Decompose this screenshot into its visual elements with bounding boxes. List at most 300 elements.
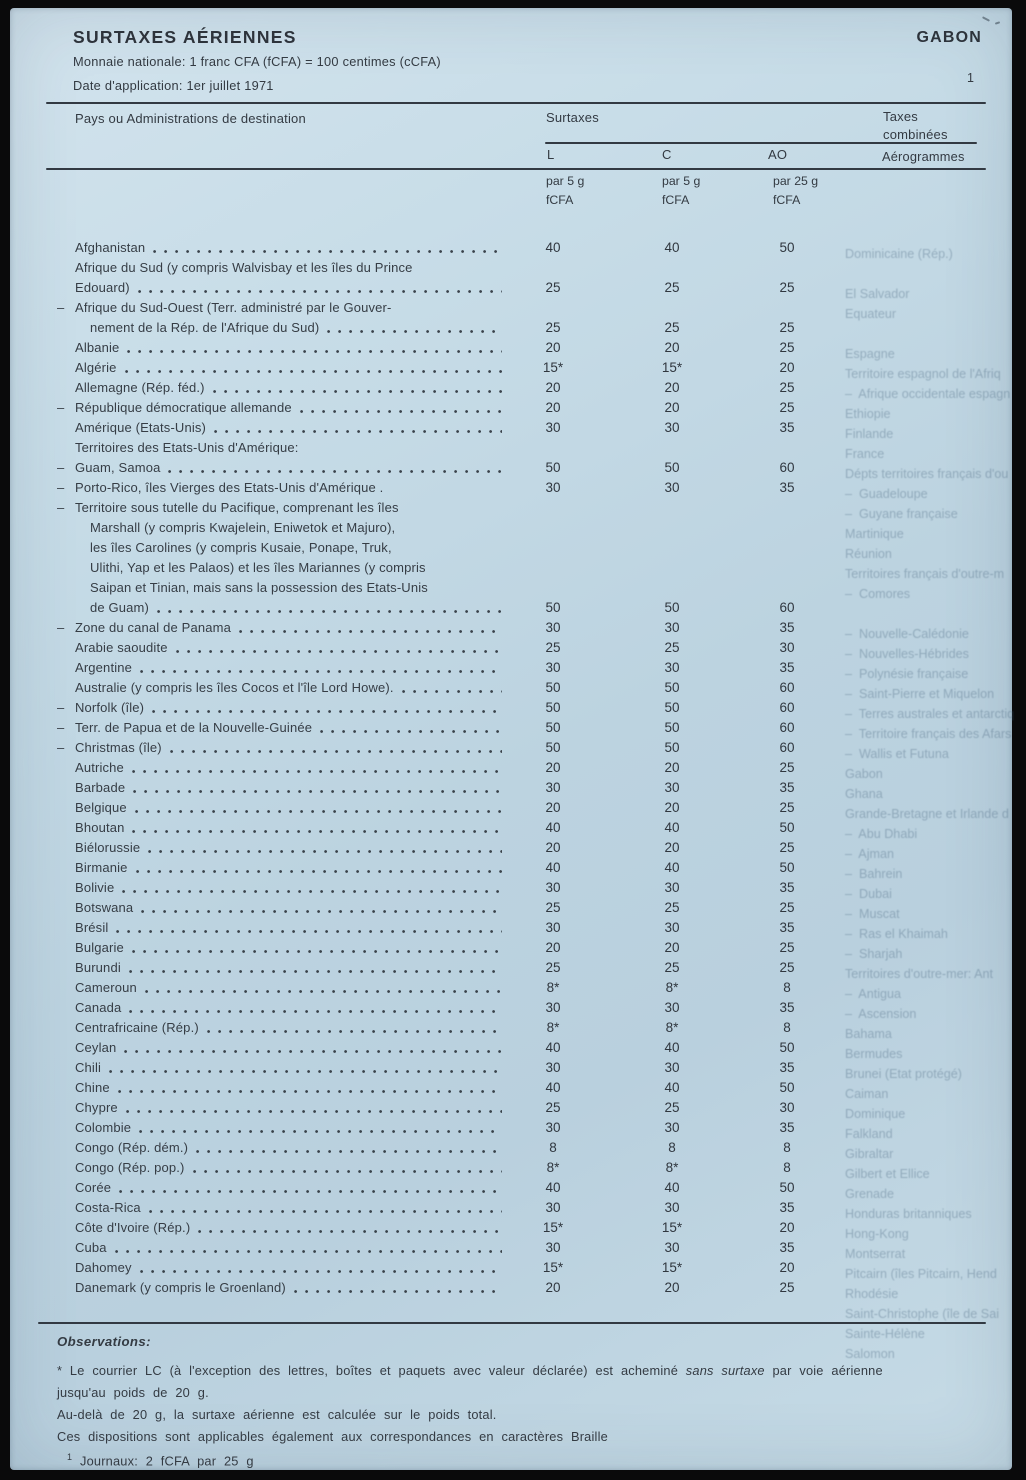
surtax-ao-value: 25 (779, 940, 795, 955)
bleed-through-line: – Antigua (845, 987, 902, 1001)
country-name (57, 938, 504, 958)
dot-leader (124, 1049, 502, 1054)
table-row (57, 1258, 817, 1278)
observation-note-4 (67, 1452, 254, 1468)
table-row (57, 978, 817, 998)
table-row (57, 338, 817, 358)
table-body (57, 238, 817, 1298)
surtax-c-value: 50 (664, 740, 680, 755)
country-name-line: Cuba (57, 1238, 504, 1258)
surtax-ao-value: 35 (779, 480, 795, 495)
surtax-ao-value: 35 (779, 920, 795, 935)
country-name-line: – Afrique du Sud-Ouest (Terr. administré par le Gouver- (57, 298, 504, 318)
surtax-l-value: 40 (545, 1180, 561, 1195)
bleed-through-line (845, 604, 1012, 624)
surtax-l-value: 40 (545, 860, 561, 875)
country-name (57, 638, 504, 658)
surtax-c-value: 30 (664, 420, 680, 435)
table-row (57, 1138, 817, 1158)
surtax-l-value: 8* (546, 980, 560, 995)
dot-leader (138, 289, 502, 294)
country-name-line: Centrafricaine (Rép.) (57, 1018, 504, 1038)
surtax-c-value: 25 (664, 640, 680, 655)
surtax-ao-value: 50 (779, 1080, 795, 1095)
bleed-through-line: France (845, 447, 885, 461)
bleed-through-line: El Salvador (845, 287, 910, 301)
bleed-through-line: Bahama (845, 1027, 892, 1041)
table-row (57, 918, 817, 938)
country-name (57, 718, 504, 738)
country-name-line: nement de la Rép. de l'Afrique du Sud) (57, 318, 504, 338)
country-name (57, 338, 504, 358)
table-row (57, 1198, 817, 1218)
surtax-c-value: 25 (664, 960, 680, 975)
surtax-l-value: 15* (542, 1220, 564, 1235)
country-name-line: Burundi (57, 958, 504, 978)
surtax-ao-value: 35 (779, 880, 795, 895)
surtax-c-value: 15* (661, 1260, 683, 1275)
country-name (57, 778, 504, 798)
country-name (57, 498, 504, 618)
column-header-divider (46, 168, 986, 170)
bleed-through-line: Grande-Bretagne et Irlande d (845, 807, 1009, 821)
table-row (57, 798, 817, 818)
table-row (57, 898, 817, 918)
surtax-c-value: 8* (665, 1160, 679, 1175)
dot-leader (214, 429, 502, 434)
surtax-l-value: 40 (545, 1080, 561, 1095)
table-row (57, 498, 817, 618)
unit-l (546, 172, 584, 209)
dot-leader (300, 409, 502, 414)
bleed-through-line: – Abu Dhabi (845, 827, 918, 841)
page-number: 1 (967, 71, 974, 85)
country-name (57, 1118, 504, 1138)
dot-leader (176, 649, 502, 654)
table-row (57, 678, 817, 698)
bleed-through-line (845, 324, 1012, 344)
dash-marker: – (57, 300, 65, 315)
country-name (57, 418, 504, 438)
table-row (57, 838, 817, 858)
surtax-c-value: 30 (664, 880, 680, 895)
column-header-c: C (662, 147, 672, 162)
table-row (57, 778, 817, 798)
bleed-through-line: Territoires français d'outre-m (845, 567, 1005, 581)
dot-leader (133, 789, 502, 794)
table-row (57, 658, 817, 678)
surtax-l-value: 40 (545, 820, 561, 835)
surtax-ao-value: 25 (779, 340, 795, 355)
surtax-l-value: 50 (545, 460, 561, 475)
country-name-line: – République démocratique allemande (57, 398, 504, 418)
surtax-l-value: 30 (545, 920, 561, 935)
country-name-line: Congo (Rép. pop.) (57, 1158, 504, 1178)
surtax-c-value: 40 (664, 1180, 680, 1195)
country-name-line: Ceylan (57, 1038, 504, 1058)
surtax-ao-value: 20 (779, 1260, 795, 1275)
surtax-ao-value: 60 (779, 680, 795, 695)
dot-leader (157, 609, 502, 614)
surtax-ao-value: 50 (779, 1180, 795, 1195)
dot-leader (198, 1229, 502, 1234)
surtax-c-value: 20 (664, 940, 680, 955)
surtax-ao-value: 35 (779, 1120, 795, 1135)
surtax-c-value: 40 (664, 1080, 680, 1095)
surtax-c-value: 30 (664, 1200, 680, 1215)
unit-ao-currency: fCFA (773, 192, 801, 207)
country-name (57, 1098, 504, 1118)
country-name-line: – Guam, Samoa (57, 458, 504, 478)
note1-post: par voie aérienne (764, 1363, 883, 1378)
country-name (57, 1138, 504, 1158)
surtax-l-value: 30 (545, 880, 561, 895)
bleed-through-line: – Ajman (845, 847, 895, 861)
country-name (57, 1038, 504, 1058)
table-row (57, 758, 817, 778)
surtax-c-value: 40 (664, 820, 680, 835)
surtax-l-value: 50 (545, 720, 561, 735)
table-row (57, 1038, 817, 1058)
dot-leader (132, 949, 502, 954)
country-name (57, 358, 504, 378)
surtax-ao-value: 25 (779, 760, 795, 775)
surtax-ao-value: 25 (779, 840, 795, 855)
surtax-c-value: 30 (664, 1240, 680, 1255)
bleed-through-line: Réunion (845, 547, 892, 561)
dash-marker: – (57, 400, 65, 415)
bleed-through-line: Dominicaine (Rép.) (845, 247, 953, 261)
surtax-l-value: 50 (545, 680, 561, 695)
unit-ao-weight: par 25 g (773, 174, 819, 188)
surtax-ao-value: 50 (779, 240, 795, 255)
dot-leader (126, 1109, 502, 1114)
surtax-ao-value: 25 (779, 380, 795, 395)
dot-leader (153, 249, 502, 254)
bleed-through-line: Gabon (845, 767, 883, 781)
dot-leader (129, 969, 502, 974)
country-name-line: Arabie saoudite (57, 638, 504, 658)
unit-ao (773, 172, 818, 209)
surtax-c-value: 30 (664, 620, 680, 635)
dot-leader (152, 709, 502, 714)
bleed-through-line: Salomon (845, 1347, 895, 1361)
dot-leader (140, 669, 502, 674)
surtax-ao-value: 8 (783, 1140, 791, 1155)
observation-note-2: Au-delà de 20 g, la surtaxe aérienne est calculée sur le poids total. (57, 1407, 497, 1422)
note1-pre: * Le courrier LC (à l'exception des lettres, boîtes et paquets avec valeur déclarée) est acheminé (57, 1363, 686, 1378)
bleed-through-line: Ghana (845, 787, 883, 801)
surtax-c-value: 30 (664, 920, 680, 935)
surtax-c-value: 20 (664, 400, 680, 415)
observations-divider (38, 1322, 986, 1324)
observation-note-1 (57, 1363, 883, 1378)
taxes-combinees-line1: Taxes (883, 109, 918, 124)
country-name-line: Belgique (57, 798, 504, 818)
note1-italic: sans surtaxe (685, 1363, 765, 1378)
country-name-line: Bulgarie (57, 938, 504, 958)
table-row (57, 238, 817, 258)
country-name (57, 658, 504, 678)
table-row (57, 1278, 817, 1298)
dot-leader (132, 769, 502, 774)
dot-leader (109, 1069, 502, 1074)
dot-leader (119, 1189, 502, 1194)
table-row (57, 878, 817, 898)
bleed-through-line: Equateur (845, 307, 897, 321)
country-name (57, 1238, 504, 1258)
surtax-l-value: 40 (545, 240, 561, 255)
table-row (57, 1018, 817, 1038)
surtax-l-value: 20 (545, 940, 561, 955)
dash-marker: – (57, 620, 65, 635)
country-name (57, 1018, 504, 1038)
country-heading: GABON (916, 29, 982, 46)
country-name-line: Côte d'Ivoire (Rép.) (57, 1218, 504, 1238)
surtax-l-value: 30 (545, 660, 561, 675)
surtax-c-value: 50 (664, 600, 680, 615)
country-name (57, 838, 504, 858)
country-name (57, 458, 504, 478)
surtax-ao-value: 35 (779, 1200, 795, 1215)
surtax-c-value: 40 (664, 240, 680, 255)
surtax-c-value: 30 (664, 480, 680, 495)
date-line: Date d'application: 1er juillet 1971 (73, 78, 274, 93)
column-header-taxes-combinees (883, 108, 948, 144)
surtax-c-value: 20 (664, 800, 680, 815)
surtax-c-value: 20 (664, 760, 680, 775)
surtax-l-value: 50 (545, 700, 561, 715)
country-name-line: Colombie (57, 1118, 504, 1138)
table-row (57, 438, 817, 458)
dot-leader (118, 1089, 502, 1094)
dot-leader (149, 1209, 502, 1214)
country-name-line: Chili (57, 1058, 504, 1078)
table-row (57, 298, 817, 338)
bleed-through-text (845, 244, 1015, 1361)
bleed-through-line: – Ras el Khaimah (845, 927, 948, 941)
surtax-l-value: 15* (542, 1260, 564, 1275)
surtax-c-value: 50 (664, 680, 680, 695)
surtax-l-value: 25 (545, 960, 561, 975)
surtax-c-value: 20 (664, 840, 680, 855)
surtax-l-value: 25 (545, 640, 561, 655)
country-name (57, 1198, 504, 1218)
table-row (57, 718, 817, 738)
country-name-line: Cameroun (57, 978, 504, 998)
country-name (57, 618, 504, 638)
bleed-through-line: – Afrique occidentale espagn (845, 387, 1011, 401)
bleed-through-line (845, 264, 1012, 284)
bleed-through-line: – Terres australes et antarctiq (845, 707, 1015, 721)
country-name (57, 858, 504, 878)
country-name (57, 398, 504, 418)
surtax-ao-value: 8 (783, 1020, 791, 1035)
table-row (57, 958, 817, 978)
surtax-l-value: 15* (542, 360, 564, 375)
bleed-through-line: Ethiopie (845, 407, 891, 421)
table-row (57, 358, 817, 378)
country-name-line: Chine (57, 1078, 504, 1098)
surtax-l-value: 30 (545, 480, 561, 495)
column-header-l: L (547, 147, 555, 162)
surtax-l-value: 30 (545, 1000, 561, 1015)
surtax-l-value: 25 (545, 280, 561, 295)
table-row (57, 998, 817, 1018)
unit-c-weight: par 5 g (662, 174, 701, 188)
country-name (57, 798, 504, 818)
scan-mark (982, 16, 990, 22)
dot-leader (139, 1129, 502, 1134)
dot-leader (145, 989, 502, 994)
bleed-through-line: – Territoire français des Afars (845, 727, 1012, 741)
surtax-l-value: 30 (545, 620, 561, 635)
bleed-through-line: Hong-Kong (845, 1227, 909, 1241)
country-name (57, 818, 504, 838)
dash-marker: – (57, 720, 65, 735)
surtax-ao-value: 25 (779, 800, 795, 815)
country-name-line: Ulithi, Yap et les Palaos) et les îles Mariannes (y compris (90, 560, 426, 575)
surtax-ao-value: 25 (779, 320, 795, 335)
surtax-l-value: 30 (545, 1120, 561, 1135)
country-name-line: – Territoire sous tutelle du Pacifique, comprenant les îles (57, 498, 504, 518)
country-name-line: – Zone du canal de Panama (57, 618, 504, 638)
country-name (57, 878, 504, 898)
surtax-l-value: 20 (545, 400, 561, 415)
surtax-l-value: 20 (545, 380, 561, 395)
unit-l-currency: fCFA (546, 192, 574, 207)
table-row (57, 618, 817, 638)
column-header-surtaxes: Surtaxes (546, 110, 599, 125)
bleed-through-line: Gilbert et Ellice (845, 1167, 930, 1181)
surtax-ao-value: 60 (779, 700, 795, 715)
dash-marker: – (57, 460, 65, 475)
surtax-ao-value: 30 (779, 640, 795, 655)
country-name-line: Corée (57, 1178, 504, 1198)
surtax-c-value: 30 (664, 1060, 680, 1075)
country-name (57, 678, 504, 698)
scan-mark (995, 21, 1000, 24)
dot-leader (168, 469, 502, 474)
country-name-line: Danemark (y compris le Groenland) (57, 1278, 504, 1298)
unit-c (662, 172, 700, 209)
country-name (57, 438, 504, 458)
country-name-line: Brésil (57, 918, 504, 938)
dot-leader (196, 1149, 502, 1154)
column-header-aerogrammes: Aérogrammes (882, 149, 965, 164)
table-row (57, 698, 817, 718)
table-row (57, 638, 817, 658)
country-name-line: les îles Carolines (y compris Kusaie, Ponape, Truk, (90, 540, 392, 555)
bleed-through-line: – Guadeloupe (845, 487, 928, 501)
country-name (57, 898, 504, 918)
surtax-c-value: 30 (664, 1120, 680, 1135)
bleed-through-line: Dépts territoires français d'ou (845, 467, 1009, 481)
surtax-l-value: 20 (545, 340, 561, 355)
country-name-line: Bhoutan (57, 818, 504, 838)
surtax-c-value: 30 (664, 780, 680, 795)
column-header-ao: AO (768, 147, 788, 162)
unit-c-currency: fCFA (662, 192, 690, 207)
surtax-ao-value: 30 (779, 1100, 795, 1115)
surtax-c-value: 30 (664, 660, 680, 675)
country-name-line: Afrique du Sud (y compris Walvisbay et les îles du Prince (75, 260, 413, 275)
surtax-c-value: 20 (664, 340, 680, 355)
surtax-ao-value: 20 (779, 360, 795, 375)
country-name (57, 1058, 504, 1078)
surtax-ao-value: 35 (779, 1240, 795, 1255)
surtax-l-value: 40 (545, 1040, 561, 1055)
dot-leader (320, 729, 502, 734)
surtax-ao-value: 35 (779, 1060, 795, 1075)
country-name-line: Edouard) (57, 278, 504, 298)
table-row (57, 1178, 817, 1198)
country-name (57, 958, 504, 978)
table-row (57, 1098, 817, 1118)
dash-marker: – (57, 480, 65, 495)
surtax-c-value: 25 (664, 320, 680, 335)
table-row (57, 458, 817, 478)
table-row (57, 258, 817, 298)
note4-text: Journaux: 2 fCFA par 25 g (72, 1453, 254, 1469)
country-name-line: – Norfolk (île) (57, 698, 504, 718)
country-name-line: Amérique (Etats-Unis) (57, 418, 504, 438)
bleed-through-line: – Dubai (845, 887, 892, 901)
bleed-through-line: Territoire espagnol de l'Afriq (845, 367, 1001, 381)
observation-note-1-line2: jusqu'au poids de 20 g. (57, 1385, 209, 1400)
surtax-l-value: 30 (545, 1240, 561, 1255)
surtax-c-value: 30 (664, 1000, 680, 1015)
dot-leader (115, 1249, 502, 1254)
surtax-c-value: 8 (668, 1140, 676, 1155)
column-header-country: Pays ou Administrations de destination (75, 111, 306, 126)
dash-marker: – (57, 740, 65, 755)
bleed-through-line: Pitcairn (îles Pitcairn, Hend (845, 1267, 997, 1281)
bleed-through-line: Dominique (845, 1107, 906, 1121)
bleed-through-line: Saint-Christophe (île de Sai (845, 1307, 1000, 1321)
surtax-l-value: 50 (545, 600, 561, 615)
country-name (57, 758, 504, 778)
dot-leader (170, 749, 502, 754)
dot-leader (129, 1009, 502, 1014)
bleed-through-line: – Nouvelle-Calédonie (845, 627, 969, 641)
surtax-ao-value: 8 (783, 1160, 791, 1175)
bleed-through-line: Falkland (845, 1127, 893, 1141)
dot-leader (127, 349, 502, 354)
page-title: SURTAXES AÉRIENNES (73, 27, 297, 47)
surtax-c-value: 50 (664, 700, 680, 715)
dot-leader (402, 689, 502, 694)
taxes-combinees-line2: combinées (883, 127, 948, 142)
bleed-through-line: – Guyane française (845, 507, 958, 521)
surtax-ao-value: 60 (779, 740, 795, 755)
surtax-c-value: 50 (664, 460, 680, 475)
surtax-c-value: 25 (664, 1100, 680, 1115)
country-name-line: Marshall (y compris Kwajelein, Eniwetok et Majuro), (90, 520, 396, 535)
dot-leader (207, 1029, 502, 1034)
country-name-line: – Porto-Rico, îles Vierges des Etats-Unis d'Amérique . (57, 478, 504, 498)
dot-leader (116, 929, 502, 934)
bleed-through-line: – Comores (845, 587, 911, 601)
country-name (57, 258, 504, 298)
country-name (57, 298, 504, 338)
country-name (57, 918, 504, 938)
surtax-c-value: 50 (664, 720, 680, 735)
surtax-ao-value: 35 (779, 620, 795, 635)
country-name-line: Territoires des Etats-Unis d'Amérique: (75, 440, 299, 455)
surtax-ao-value: 35 (779, 660, 795, 675)
table-row (57, 1218, 817, 1238)
